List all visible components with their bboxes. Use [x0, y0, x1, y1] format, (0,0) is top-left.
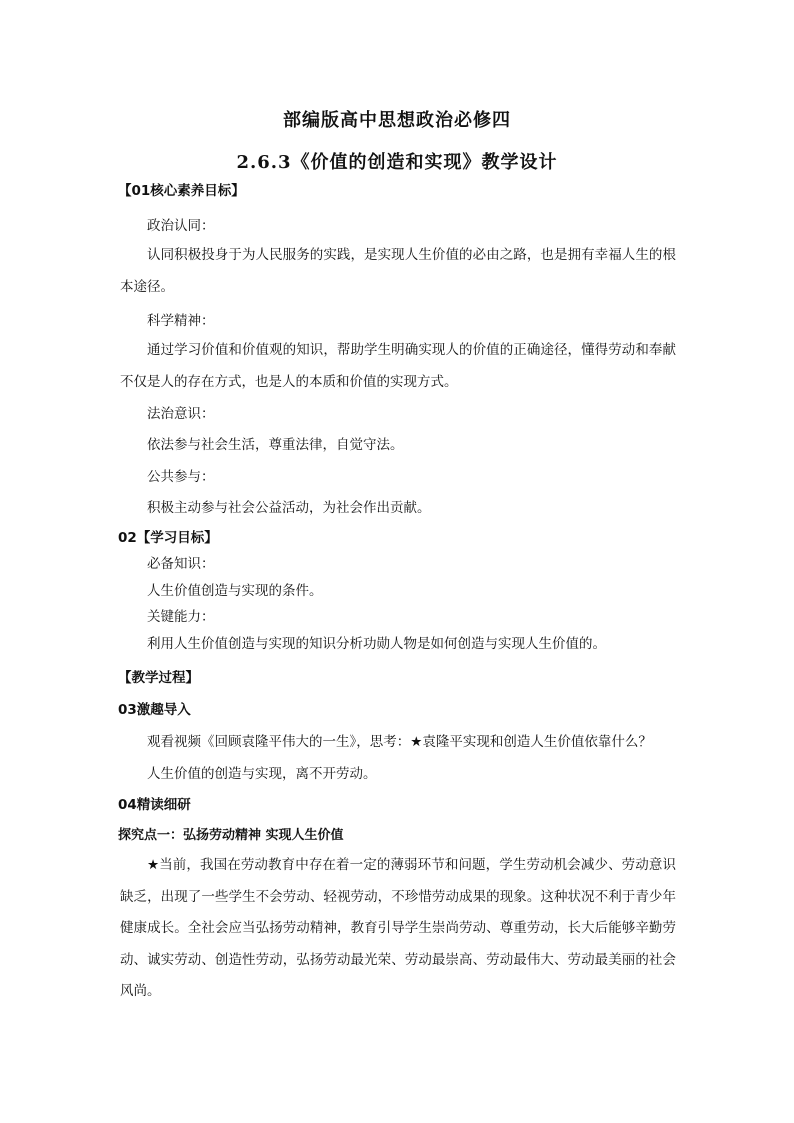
intro-line-2: 人生价值的创造与实现，离不开劳动。 — [147, 766, 377, 782]
section-heading-core-literacy: 【01核心素养目标】 — [118, 183, 245, 199]
section-heading-intro: 03激趣导入 — [118, 702, 191, 718]
section-heading-teaching-process: 【教学过程】 — [118, 670, 199, 686]
item-label-science: 科学精神： — [147, 313, 215, 329]
item-text-political: 认同积极投身于为人民服务的实践，是实现人生价值的必由之路，也是拥有幸福人生的根本途径。 — [120, 247, 676, 295]
item-label-political: 政治认同： — [147, 218, 215, 234]
item-label-public: 公共参与： — [147, 469, 215, 485]
item-text-law: 依法参与社会生活，尊重法律，自觉守法。 — [147, 437, 404, 453]
section-heading-close-reading: 04精读细研 — [118, 797, 191, 813]
explore-heading: 探究点一：弘扬劳动精神 实现人生价值 — [118, 828, 344, 843]
item-text-science: 通过学习价值和价值观的知识，帮助学生明确实现人的价值的正确途径，懂得劳动和奉献不仅是人的存在方式，也是人的本质和价值的实现方式。 — [120, 342, 676, 390]
item-text-public: 积极主动参与社会公益活动，为社会作出贡献。 — [147, 500, 431, 516]
item-text-ability: 利用人生价值创造与实现的知识分析功勋人物是如何创造与实现人生价值的。 — [147, 636, 606, 652]
item-label-law: 法治意识： — [147, 406, 215, 422]
intro-line-1: 观看视频《回顾袁隆平伟大的一生》，思考：★袁隆平实现和创造人生价值依靠什么？ — [147, 734, 652, 750]
document-title: 部编版高中思想政治必修四 — [283, 110, 511, 131]
section-heading-learning-goals: 02【学习目标】 — [118, 530, 218, 546]
item-label-knowledge: 必备知识： — [147, 556, 215, 572]
document-subtitle: 2.6.3《价值的创造和实现》教学设计 — [236, 152, 558, 173]
explore-paragraph: ★当前，我国在劳动教育中存在着一定的薄弱环节和问题，学生劳动机会减少、劳动意识缺乏，出现了一些学生不会劳动、轻视劳动，不珍惜劳动成果的现象。这种状况不利于青少年健康成长。全社会应当弘扬劳动精神，教育引导学生崇尚劳动、尊重劳动，长大后能够辛勤劳动、诚实劳动、创造性劳动，弘扬劳动最光荣、劳动最崇高、劳动最伟大、劳动最美丽的社会风尚。 — [120, 857, 676, 999]
item-label-ability: 关键能力： — [147, 609, 215, 625]
item-text-knowledge: 人生价值创造与实现的条件。 — [147, 583, 323, 599]
